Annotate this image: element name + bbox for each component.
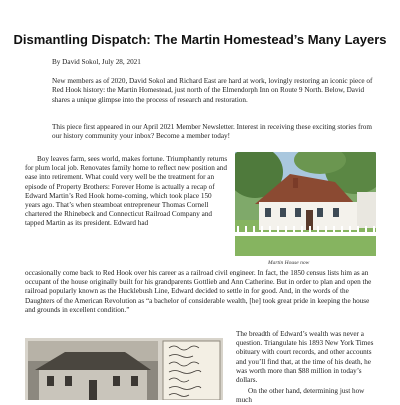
body-paragraph: On the other hand, determining just how much (236, 387, 365, 405)
body-paragraph: occasionally come back to Red Hook over his career as a railroad civil engineer. In fact, the 1850 census lists him as an occupant of the house originally built for his grandparents Gottlieb and Ann Catherine. But in order to plan and open the railroad popularly known as the Hucklebush Line, Edward decided to settle in for good. And, in the words of the Daughters of the American Revolution as “a bachelor of considerable wealth, [he] took great pride in keeping the house and grounds in excellent condition.” (25, 269, 372, 314)
body-paragraph: Boy leaves farm, sees world, makes fortune. Triumphantly returns for plum local job. Renovates family home to reflect new position and ease into retirement. What could very well be the treatment for an episode of Property Brothers: Forever Home is actually a recap of Edward Martin’s Red Hook home-coming, which took place 150 years ago. That’s when steamboat entrepreneur Thomas Cornell chartered the Rhinebeck and Connecticut Railroad Company and tapped Martin as its president. Edward had (25, 155, 228, 228)
intro-paragraph (52, 77, 382, 105)
house-image (235, 152, 376, 256)
photo-caption: Martin House now (268, 260, 310, 266)
historic-house-image (25, 338, 223, 400)
martin-house-photo (235, 152, 376, 256)
intro-text: This piece first appeared in our April 2021 Member Newsletter. Interest in receiving these exciting stories from our history community your inbox? Become a member today! (52, 123, 372, 141)
historic-house-photo (25, 338, 223, 400)
article-title: Dismantling Dispatch: The Martin Homestead’s Many Layers (13, 32, 387, 47)
body-paragraph: The breadth of Edward’s wealth was never a question. Triangulate his 1893 New York Times obituary with court records, and other accounts and you’ll find that, at the time of his death, he was worth more than $88 million in today’s dollars. (236, 330, 374, 385)
intro-text: New members as of 2020, David Sokol and Richard East are hard at work, lovingly restoring an iconic piece of Red Hook history: the Martin Homestead, just north of the Elmendorph Inn on Route 9 North. Below, David shares a unique glimpse into the process of research and restoration. (52, 77, 373, 104)
intro-paragraph (52, 123, 382, 142)
article-byline: By David Sokol, July 28, 2021 (52, 58, 141, 66)
